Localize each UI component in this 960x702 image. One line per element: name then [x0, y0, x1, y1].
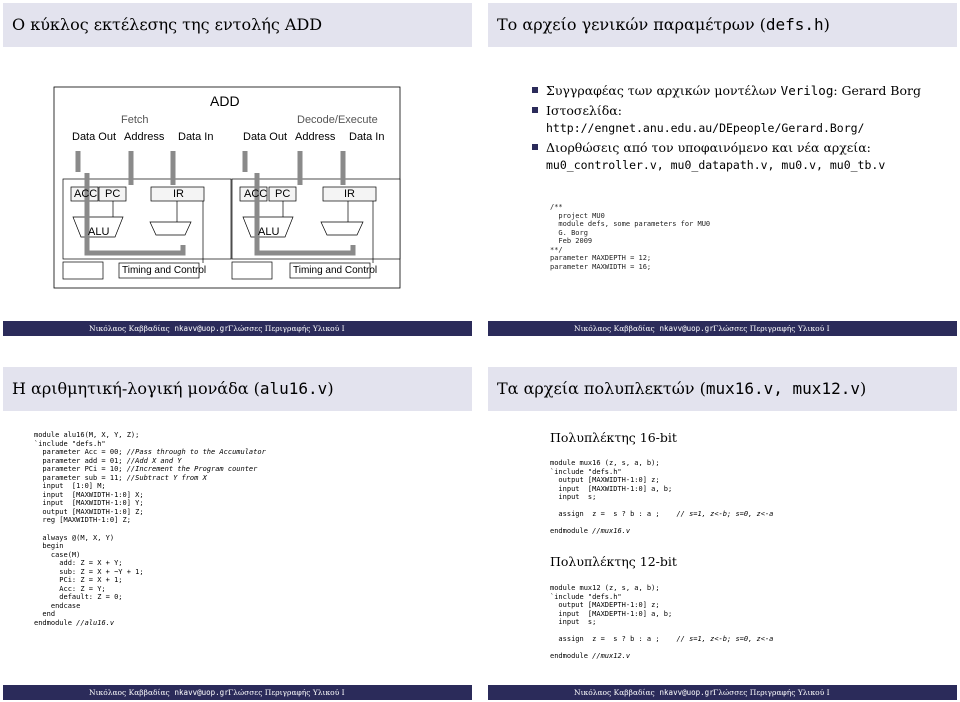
- code-line: output [MAXWIDTH-1:0] z;: [550, 476, 660, 485]
- code-line: parameter sub = 11; //Subtract Y from X: [34, 473, 207, 482]
- code-line: sub: Z = X + ~Y + 1;: [34, 567, 144, 576]
- alu-code-block: [34, 431, 266, 628]
- slide-add-cycle: [3, 3, 472, 338]
- code-line: endmodule //mux12.v: [550, 652, 631, 661]
- footer-author: Νικόλαος Καββαδίας: [89, 688, 170, 697]
- bullet-website: Ιστοσελίδα:: [532, 103, 622, 119]
- code-line: module mux16 (z, s, a, b);: [550, 459, 660, 467]
- code-line: default: Z = 0;: [34, 593, 123, 602]
- code-line: parameter MAXDEPTH = 12;: [550, 254, 652, 263]
- diagram-pc-1: PC: [105, 188, 121, 200]
- code-line: input [MAXWIDTH-1:0] Y;: [34, 499, 144, 508]
- slide-footer: [488, 321, 957, 336]
- code-line: input [MAXWIDTH-1:0] X;: [34, 490, 144, 499]
- footer-course: Γλώσσες Περιγραφής Υλικού Ι: [713, 324, 830, 333]
- code-line: input [1:0] M;: [34, 482, 106, 491]
- footer-author: Νικόλαος Καββαδίας: [89, 324, 170, 333]
- code-line: add: Z = X + Y;: [34, 559, 123, 568]
- footer-author: Νικόλαος Καββαδίας: [574, 324, 655, 333]
- code-line: input s;: [550, 493, 597, 502]
- diagram-data-out-1: Data Out: [72, 131, 117, 143]
- mux12-subtitle: Πολυπλέκτης 12-bit: [550, 554, 677, 569]
- footer-email: nkavv@uop.gr: [659, 688, 714, 697]
- code-line: module mux12 (z, s, a, b);: [550, 584, 660, 592]
- diagram-timing-control-1: Timing and Control: [122, 265, 207, 276]
- code-line: endmodule //mux16.v: [550, 527, 631, 536]
- diagram-fetch-label: Fetch: [121, 114, 149, 126]
- diagram-data-in-1: Data In: [178, 131, 214, 143]
- diagram-address-2: Address: [295, 131, 336, 143]
- code-line: `include "defs.h": [550, 467, 622, 476]
- code-line: G. Borg: [550, 228, 588, 237]
- diagram-acc-2: ACC: [244, 188, 268, 200]
- code-line: project MU0: [550, 211, 605, 220]
- diagram-add-label: ADD: [210, 93, 240, 109]
- slide-mux: [488, 367, 957, 702]
- code-line: parameter add = 01; //Add X and Y: [34, 456, 182, 465]
- footer-email: nkavv@uop.gr: [174, 324, 229, 333]
- slide-title: Το αρχείο γενικών παραμέτρων (defs.h): [488, 3, 957, 47]
- diagram-ir-1: IR: [173, 188, 184, 200]
- code-line: output [MAXWIDTH-1:0] Z;: [34, 507, 144, 516]
- code-line: parameter MAXWIDTH = 16;: [550, 262, 652, 271]
- code-line: [550, 519, 773, 528]
- diagram-data-in-2: Data In: [349, 131, 385, 143]
- slide-alu: [3, 367, 472, 702]
- code-line: begin: [34, 542, 64, 551]
- diagram-decode-execute-label: Decode/Execute: [297, 114, 378, 126]
- code-line: Acc: Z = Y;: [34, 584, 106, 593]
- bullet-corrections: Διορθώσεις από τον υποφαινόμενο και νέα αρχεία:: [532, 140, 871, 156]
- bullet-square-icon: [532, 144, 538, 150]
- code-line: PCi: Z = X + 1;: [34, 576, 123, 585]
- footer-email: nkavv@uop.gr: [659, 324, 714, 333]
- code-line: [34, 525, 266, 534]
- code-line: Feb 2009: [550, 237, 593, 246]
- slide-footer: [488, 685, 957, 700]
- code-line: parameter PCi = 10; //Increment the Program counter: [34, 465, 258, 474]
- code-line: end: [34, 610, 56, 619]
- slide-footer: [3, 321, 472, 336]
- code-line: input [MAXDEPTH-1:0] a, b;: [550, 609, 673, 618]
- slide-title: Η αριθμητική-λογική μονάδα (alu16.v): [3, 367, 472, 411]
- code-line: output [MAXDEPTH-1:0] z;: [550, 601, 660, 610]
- code-line: assign z = s ? b : a ; // s=1, z<-b; s=0, z<-a: [550, 635, 774, 644]
- bullet-square-icon: [532, 87, 538, 93]
- footer-email: nkavv@uop.gr: [174, 688, 229, 697]
- diagram-data-out-2: Data Out: [243, 131, 288, 143]
- code-line: assign z = s ? b : a ; // s=1, z<-b; s=0, z<-a: [550, 510, 774, 519]
- bullet-author: Συγγραφέας των αρχικών μοντέλων Verilog: Gerard Borg: [532, 83, 921, 99]
- code-line: module alu16(M, X, Y, Z);: [34, 431, 140, 439]
- diagram-timing-control-2: Timing and Control: [293, 265, 378, 276]
- code-line: always @(M, X, Y): [34, 533, 115, 542]
- code-line: [550, 627, 773, 636]
- slide-footer: [3, 685, 472, 700]
- add-execution-diagram: [3, 47, 472, 321]
- diagram-ir-2: IR: [344, 188, 355, 200]
- diagram-alu-2: ALU: [258, 226, 280, 238]
- code-line: endcase: [34, 601, 81, 610]
- slide-title: Τα αρχεία πολυπλεκτών (mux16.v, mux12.v): [488, 367, 957, 411]
- code-line: input [MAXWIDTH-1:0] a, b;: [550, 484, 673, 493]
- mux12-code-block: [550, 584, 773, 661]
- footer-course: Γλώσσες Περιγραφής Υλικού Ι: [228, 324, 345, 333]
- website-url[interactable]: http://engnet.anu.edu.au/DEpeople/Gerard.Borg/: [546, 121, 865, 135]
- defs-code-block: [550, 203, 710, 271]
- code-line: **/: [550, 245, 563, 254]
- code-line: module defs, some parameters for MU0: [550, 220, 711, 229]
- code-line: [550, 502, 773, 511]
- mux16-subtitle: Πολυπλέκτης 16-bit: [550, 430, 677, 445]
- footer-course: Γλώσσες Περιγραφής Υλικού Ι: [713, 688, 830, 697]
- code-line: reg [MAXWIDTH-1:0] Z;: [34, 516, 131, 525]
- slide-title: Ο κύκλος εκτέλεσης της εντολής ADD: [3, 3, 472, 47]
- diagram-alu-1: ALU: [88, 226, 110, 238]
- bullet-square-icon: [532, 107, 538, 113]
- diagram-pc-2: PC: [275, 188, 291, 200]
- code-line: `include "defs.h": [550, 592, 622, 601]
- code-line: parameter Acc = 00; //Pass through to the Accumulator: [34, 448, 266, 457]
- mux16-code-block: [550, 459, 773, 536]
- code-line: case(M): [34, 550, 81, 559]
- code-line: `include "defs.h": [34, 439, 106, 448]
- code-line: endmodule //alu16.v: [34, 619, 115, 628]
- corrections-files: mu0_controller.v, mu0_datapath.v, mu0.v, mu0_tb.v: [546, 158, 886, 172]
- code-line: [550, 644, 773, 653]
- diagram-address-1: Address: [124, 131, 165, 143]
- footer-course: Γλώσσες Περιγραφής Υλικού Ι: [228, 688, 345, 697]
- code-line: /**: [550, 203, 563, 211]
- diagram-acc-1: ACC: [74, 188, 98, 200]
- code-line: input s;: [550, 618, 597, 627]
- footer-author: Νικόλαος Καββαδίας: [574, 688, 655, 697]
- slide-defs-file: [488, 3, 957, 338]
